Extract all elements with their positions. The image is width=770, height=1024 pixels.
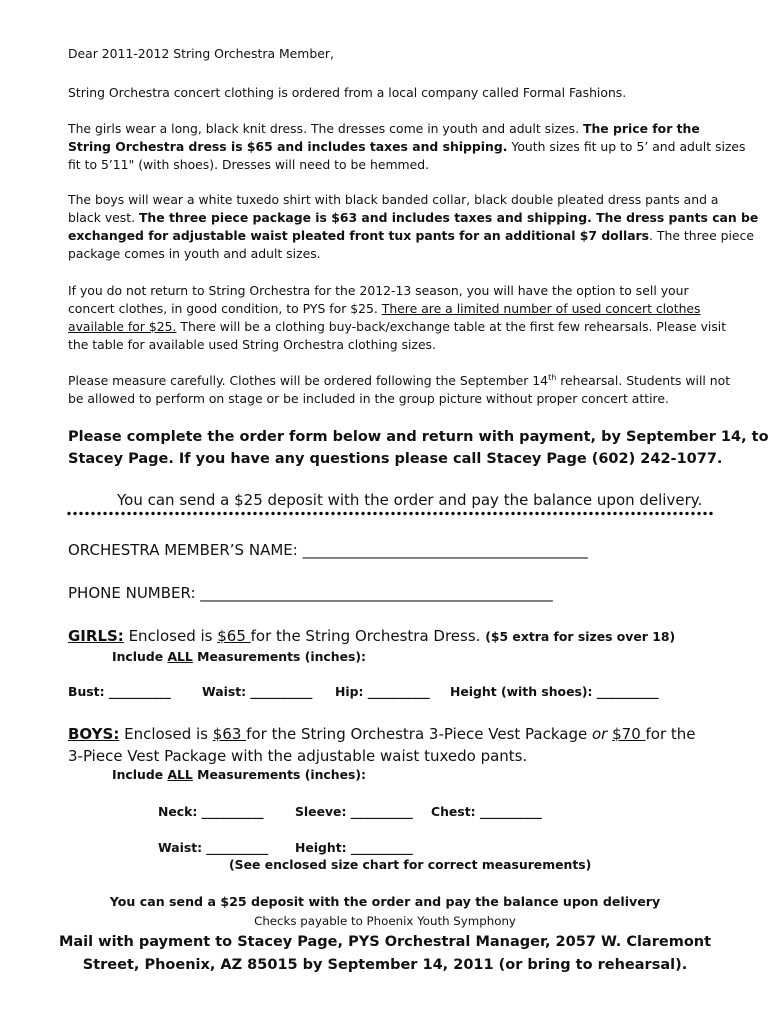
deposit-note-bottom: You can send a $25 deposit with the order and pay the balance upon delivery [109,894,661,909]
company-paragraph: String Orchestra concert clothing is ordered from a local company called Formal Fashions. [68,85,627,100]
boys-sleeve-field[interactable]: Sleeve: __________ [295,804,413,819]
measure-paragraph-line1: Please measure carefully. Clothes will be ordered following the September 14th rehearsal. Students will not [68,372,731,388]
girls-hip-field[interactable]: Hip: __________ [335,684,430,699]
boys-paragraph-line4: package comes in youth and adult sizes. [68,246,321,261]
return-paragraph-line2: concert clothes, in good condition, to PYS for $25. There are a limited number of used concert clothes [68,301,701,316]
checks-payable-note: Checks payable to Phoenix Youth Symphony [254,914,516,928]
size-chart-note: (See enclosed size chart for correct measurements) [229,857,592,872]
boys-order-line2: 3-Piece Vest Package with the adjustable waist tuxedo pants. [68,747,528,765]
girls-paragraph-line1: The girls wear a long, black knit dress. The dresses come in youth and adult sizes. The price for the [68,121,700,136]
girls-height-field[interactable]: Height (with shoes): __________ [450,684,659,699]
girls-bust-field[interactable]: Bust: __________ [68,684,171,699]
phone-number-field[interactable]: PHONE NUMBER: _______________________________________________ [68,584,553,602]
girls-paragraph-line3: fit to 5’11" (with shoes). Dresses will need to be hemmed. [68,157,430,172]
salutation: Dear 2011-2012 String Orchestra Member, [68,46,334,61]
mail-instructions-line2: Street, Phoenix, AZ 85015 by September 14, 2011 (or bring to rehearsal). [82,957,688,973]
girls-waist-field[interactable]: Waist: __________ [202,684,313,699]
instructions-line1: Please complete the order form below and return with payment, by September 14, to [68,429,769,445]
dotted-divider [66,511,714,516]
boys-waist-field[interactable]: Waist: __________ [158,840,269,855]
mail-instructions-line1: Mail with payment to Stacey Page, PYS Orchestral Manager, 2057 W. Claremont [58,934,712,950]
girls-paragraph-line2: String Orchestra dress is $65 and includes taxes and shipping. Youth sizes fit up to 5’ and adult sizes [68,139,746,154]
member-name-field[interactable]: ORCHESTRA MEMBER’S NAME: ______________________________________ [68,541,588,559]
deposit-note-top: You can send a $25 deposit with the order and pay the balance upon delivery. [117,491,703,509]
return-paragraph-line3: available for $25. There will be a clothing buy-back/exchange table at the first few rehearsals. Please visit [68,319,727,334]
boys-paragraph-line2: black vest. The three piece package is $63 and includes taxes and shipping. The dress pants can be [68,210,759,225]
measure-paragraph-line2: be allowed to perform on stage or be included in the group picture without proper concert attire. [68,391,669,406]
boys-include-measurements: Include ALL Measurements (inches): [112,767,366,782]
boys-neck-field[interactable]: Neck: __________ [158,804,264,819]
girls-include-measurements: Include ALL Measurements (inches): [112,649,366,664]
boys-height-field[interactable]: Height: __________ [295,840,413,855]
boys-paragraph-line1: The boys will wear a white tuxedo shirt with black banded collar, black double pleated dress pants and a [68,192,719,207]
return-paragraph-line4: the table for available used String Orchestra clothing sizes. [68,337,436,352]
boys-paragraph-line3: exchanged for adjustable waist pleated front tux pants for an additional $7 dollars. The three piece [68,228,754,243]
return-paragraph-line1: If you do not return to String Orchestra for the 2012-13 season, you will have the option to sell your [68,283,689,298]
instructions-line2: Stacey Page. If you have any questions please call Stacey Page (602) 242-1077. [68,451,723,467]
girls-order-line: GIRLS: Enclosed is $65 for the String Orchestra Dress. ($5 extra for sizes over 18) [68,627,676,645]
boys-order-line1: BOYS: Enclosed is $63 for the String Orchestra 3-Piece Vest Package or $70 for the [68,725,696,743]
boys-chest-field[interactable]: Chest: __________ [431,804,542,819]
